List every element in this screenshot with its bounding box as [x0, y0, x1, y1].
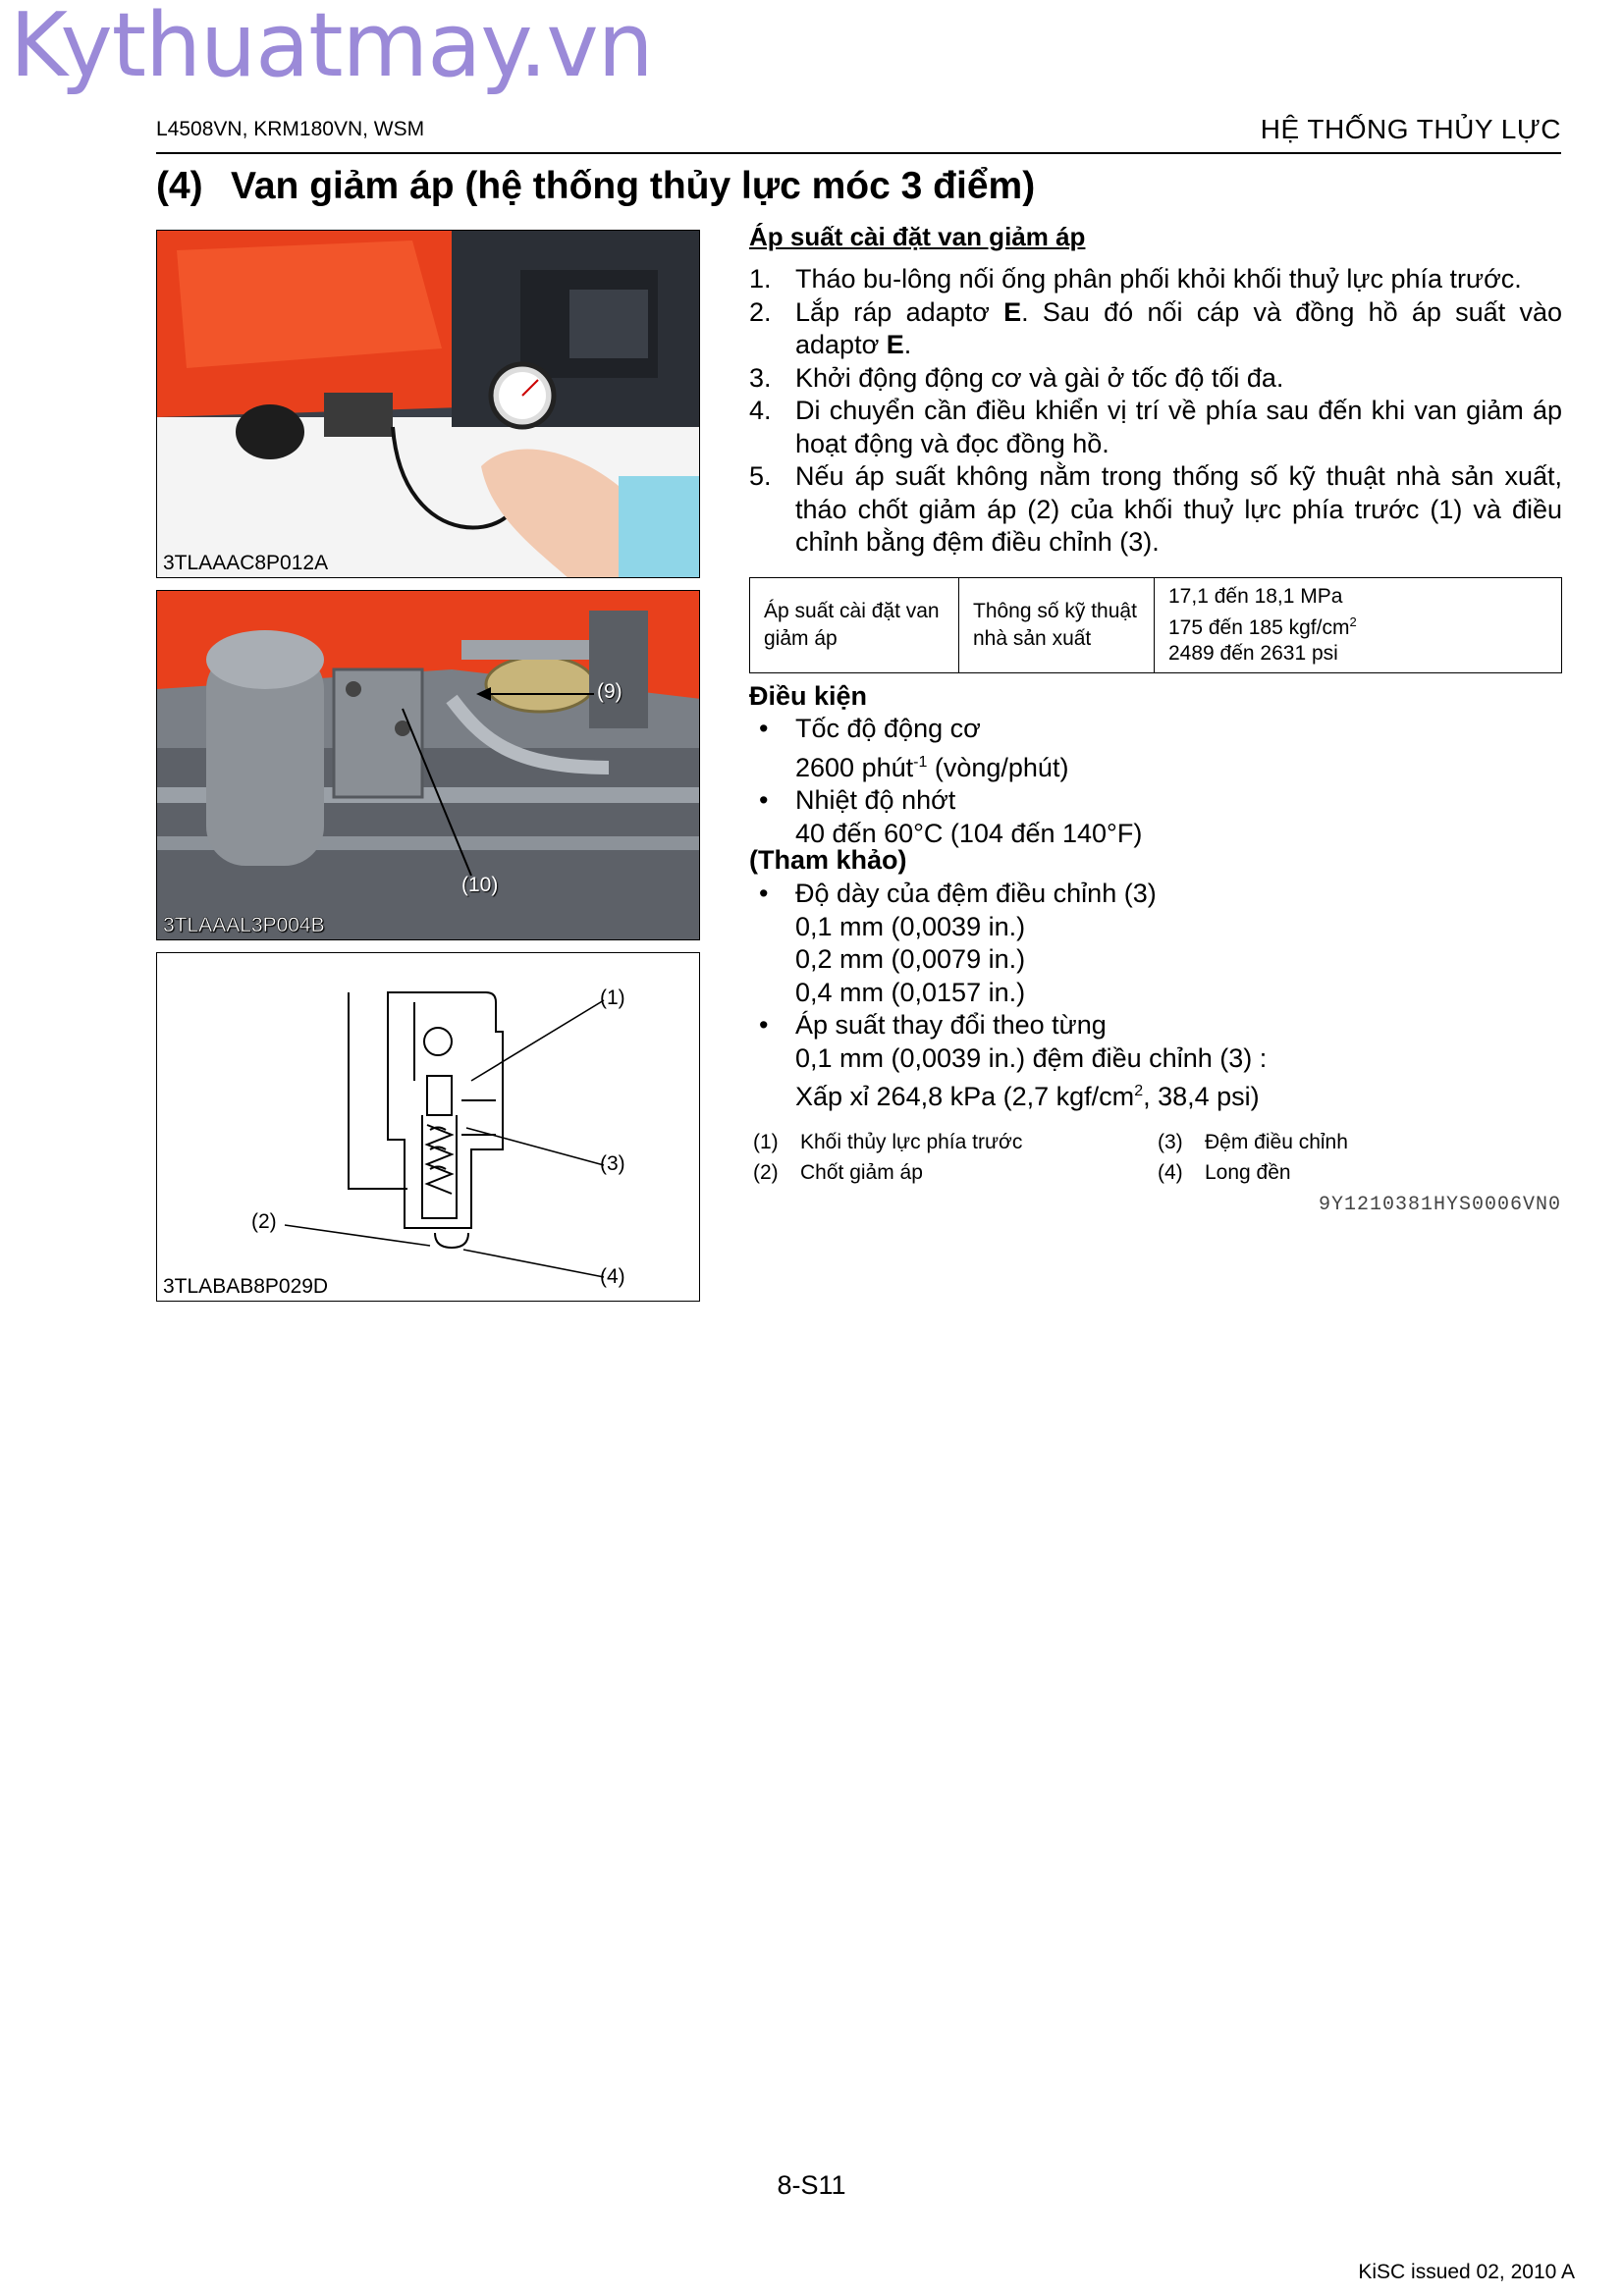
spec-label-cell: Áp suất cài đặt van giảm áp — [750, 578, 959, 673]
step-text: Nếu áp suất không nằm trong thống số kỹ thuật nhà sản xuất, tháo chốt giảm áp (2) của khối thuỷ lực phía trước (1) và điều chỉnh bằng đệm điều chỉnh (3). — [795, 461, 1562, 557]
condition-value: 2600 phút$^{-1}$ (vòng/phút) — [795, 752, 1069, 782]
step-text: . Sau đó nối cáp và đồng hồ áp suất vào adaptơ — [795, 296, 1562, 359]
legend-item: (1) Khối thủy lực phía trước — [753, 1131, 1023, 1153]
step-text: Tháo bu-lông nối ống phân phối khỏi khối thuỷ lực phía trước. — [795, 264, 1522, 294]
step-number: 3. — [749, 362, 772, 393]
figure-cross-section — [156, 952, 700, 1302]
spec-value-kgf: 175 đến 185 kgf/$cm^2$ — [1168, 614, 1357, 639]
step-text: Di chuyển cần điều khiển vị trí về phía sau đến khi van giảm áp hoạt động và đọc đồng hồ. — [795, 396, 1562, 458]
callout-2: (2) — [251, 1210, 277, 1233]
legend-item: (2) Chốt giảm áp — [753, 1161, 923, 1184]
step-item — [749, 263, 1562, 296]
legend-right — [1158, 1127, 1348, 1188]
callout-3: (3) — [600, 1152, 625, 1175]
callout-10: (10) — [461, 874, 499, 896]
step-text: . — [903, 330, 912, 359]
reference-thickness — [749, 878, 1562, 1009]
reference-label: • Áp suất thay đổi theo từng — [795, 1010, 1107, 1040]
step-number: 4. — [749, 396, 772, 425]
step-item — [749, 296, 1562, 362]
watermark: Kythuatmay.vn — [10, 0, 653, 97]
condition-label: • Tốc độ động cơ — [795, 714, 981, 743]
legend-left — [753, 1127, 1022, 1188]
step-text: Khởi động động cơ và gài ở tốc độ tối đa. — [795, 362, 1284, 393]
step-text: Lắp ráp adaptơ — [795, 296, 1004, 327]
thickness-value: 0,1 mm (0,0039 in.) — [795, 911, 1026, 941]
step-item — [749, 395, 1562, 460]
page-title — [156, 165, 1035, 208]
reference-pressure-change — [749, 1009, 1562, 1114]
spec-value-cell — [1155, 578, 1562, 673]
condition-label: • Nhiệt độ nhớt — [795, 785, 956, 815]
figure-code: 3TLAAAC8P012A — [163, 552, 329, 574]
step-number: 1. — [749, 264, 772, 294]
callout-9: (9) — [597, 680, 622, 703]
condition-engine-speed — [749, 713, 1562, 784]
spec-value-psi: 2489 đến 2631 psi — [1168, 642, 1338, 665]
reference-title: (Tham khảo) — [749, 845, 907, 875]
reference-list — [749, 878, 1562, 1114]
step-item — [749, 362, 1562, 396]
figure-gauge-photo — [156, 230, 700, 578]
condition-value: 40 đến 60°C (104 đến 140°F) — [795, 818, 1143, 848]
step-item — [749, 460, 1562, 560]
header-rule — [156, 152, 1561, 154]
section-title: Áp suất cài đặt van giảm áp — [749, 222, 1086, 251]
procedure-steps — [749, 263, 1562, 560]
reference-line: Xấp xỉ 264,8 kPa (2,7 kgf/$cm^2$, 38,4 psi) — [795, 1082, 1260, 1111]
callout-1: (1) — [600, 987, 625, 1009]
condition-oil-temp — [749, 784, 1562, 850]
spec-table — [749, 577, 1562, 673]
spec-value-mpa: 17,1 đến 18,1 MPa — [1168, 585, 1343, 608]
step-bold: E — [886, 330, 904, 359]
issued-note: KiSC issued 02, 2010 A — [1358, 2261, 1575, 2283]
spec-type-cell: Thông số kỹ thuật nhà sản xuất — [959, 578, 1155, 673]
step-bold: E — [1003, 296, 1022, 327]
callout-4: (4) — [600, 1265, 625, 1288]
conditions-list — [749, 713, 1562, 850]
thickness-value: 0,2 mm (0,0079 in.) — [795, 944, 1026, 974]
page-number: 8-S11 — [777, 2170, 846, 2200]
reference-line: 0,1 mm (0,0039 in.) đệm điều chỉnh (3) : — [795, 1042, 1268, 1073]
figure-valve-block-photo — [156, 590, 700, 940]
title-text: Van giảm áp (hệ thống thủy lực móc 3 điểm) — [231, 165, 1036, 207]
figure-code: 3TLAAAL3P004B — [163, 914, 325, 936]
header-model: L4508VN, KRM180VN, WSM — [156, 118, 425, 140]
figure-code: 3TLABAB8P029D — [163, 1275, 329, 1298]
legend-item: (4) Long đền — [1158, 1161, 1291, 1184]
step-number: 2. — [749, 296, 772, 327]
legend-item: (3) Đệm điều chỉnh — [1158, 1131, 1348, 1153]
gauge-photo-illustration — [157, 231, 700, 578]
reference-label: • Độ dày của đệm điều chỉnh (3) — [795, 879, 1157, 908]
valve-block-illustration — [157, 591, 700, 940]
step-number: 5. — [749, 461, 772, 491]
header-chapter: HỆ THỐNG THỦY LỰC — [1260, 114, 1561, 144]
thickness-value: 0,4 mm (0,0157 in.) — [795, 977, 1026, 1007]
document-code: 9Y1210381HYS0006VN0 — [1318, 1194, 1561, 1216]
title-number: (4) — [156, 165, 203, 207]
conditions-title: Điều kiện — [749, 681, 868, 711]
